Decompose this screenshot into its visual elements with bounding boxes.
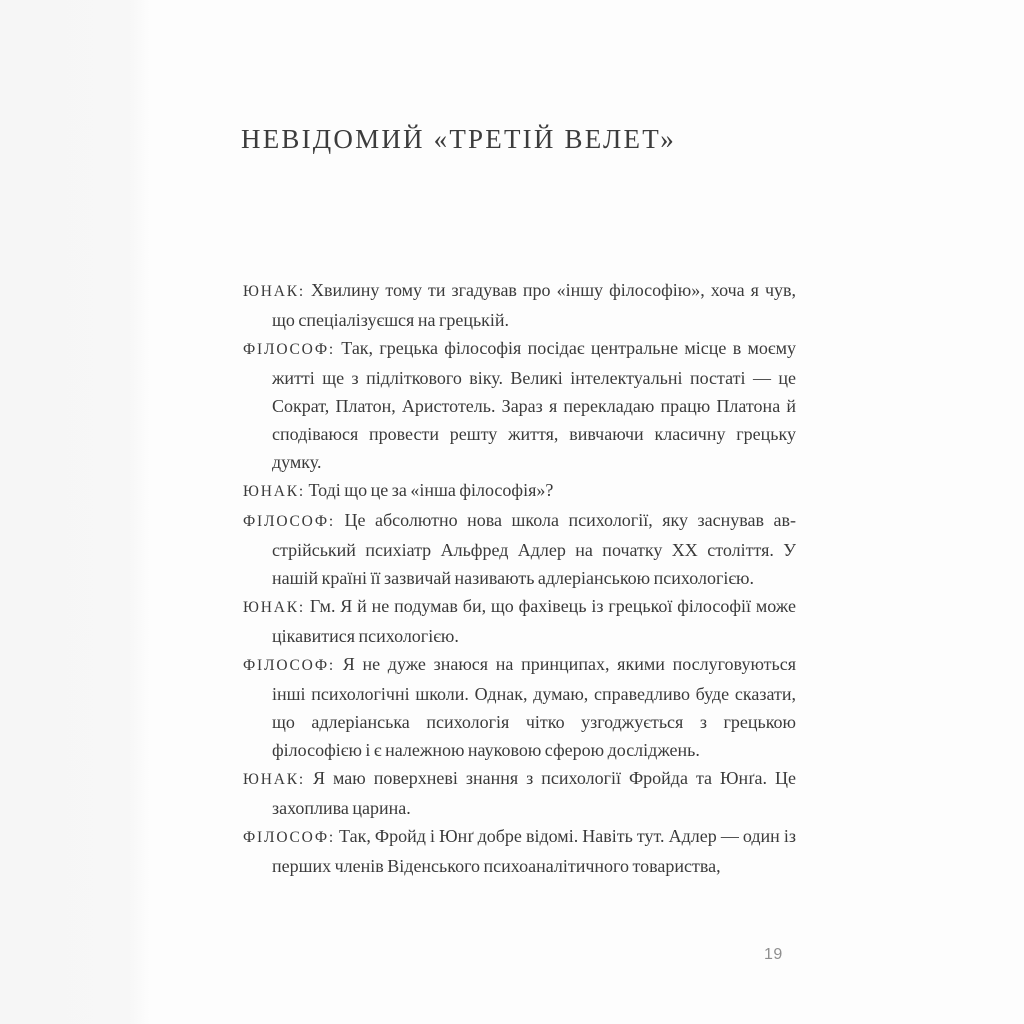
- speaker-label: ЮНАК:: [243, 771, 305, 788]
- speaker-label: ФІЛОСОФ:: [243, 341, 335, 358]
- speaker-label: ЮНАК:: [243, 483, 305, 500]
- dialogue-paragraph: ЮНАК: Я маю поверхневі знання з психології Фройда та Юнґа. Це захоплива царина.: [243, 768, 796, 818]
- dialogue-paragraph: ФІЛОСОФ: Це абсолютно нова школа психології, яку заснував австрійський психіатр Альфред Адлер на початку XX століття. У нашій країні її зазвичай називають адлеріанською психологією.: [243, 510, 796, 588]
- dialogue-paragraph: ЮНАК: Тоді що це за «інша філософія»?: [243, 480, 554, 500]
- dialogue-text-block: [243, 276, 796, 880]
- chapter-title: НЕВІДОМИЙ «ТРЕТІЙ ВЕЛЕТ»: [241, 124, 676, 155]
- speaker-label: ЮНАК:: [243, 599, 305, 616]
- page-number: 19: [764, 946, 783, 963]
- dialogue-paragraph: ЮНАК: Хвилину тому ти згадував про «іншу філософію», хоча я чув, що спеціалізуєшся на грецькій.: [243, 280, 796, 330]
- dialogue-paragraph: ЮНАК: Гм. Я й не подумав би, що фахівець із грецької філософії може цікавитися психологією.: [243, 596, 796, 646]
- dialogue-paragraph: ФІЛОСОФ: Я не дуже знаюся на принципах, якими послуговуються інші психологічні школи. Однак, думаю, справедливо буде сказати, що адлеріанська психологія чітко узгоджується з грецькою філософією і є належною науковою сферою досліджень.: [243, 654, 796, 760]
- page-gutter-shading: [0, 0, 150, 1024]
- dialogue-paragraph: ФІЛОСОФ: Так, Фройд і Юнґ добре відомі. Навіть тут. Адлер — один із перших членів Віденського психоаналітичного товариства,: [243, 826, 796, 876]
- speaker-label: ФІЛОСОФ:: [243, 513, 335, 530]
- speaker-label: ФІЛОСОФ:: [243, 829, 335, 846]
- speaker-label: ФІЛОСОФ:: [243, 657, 335, 674]
- speaker-label: ЮНАК:: [243, 283, 305, 300]
- dialogue-paragraph: ФІЛОСОФ: Так, грецька філософія посідає центральне місце в моєму житті ще з підліткового віку. Великі інтелектуальні постаті — це Сократ, Платон, Аристотель. Зараз я перекладаю працю Платона й сподіваюся провести решту життя, вивчаючи класичну грецьку думку.: [243, 338, 796, 472]
